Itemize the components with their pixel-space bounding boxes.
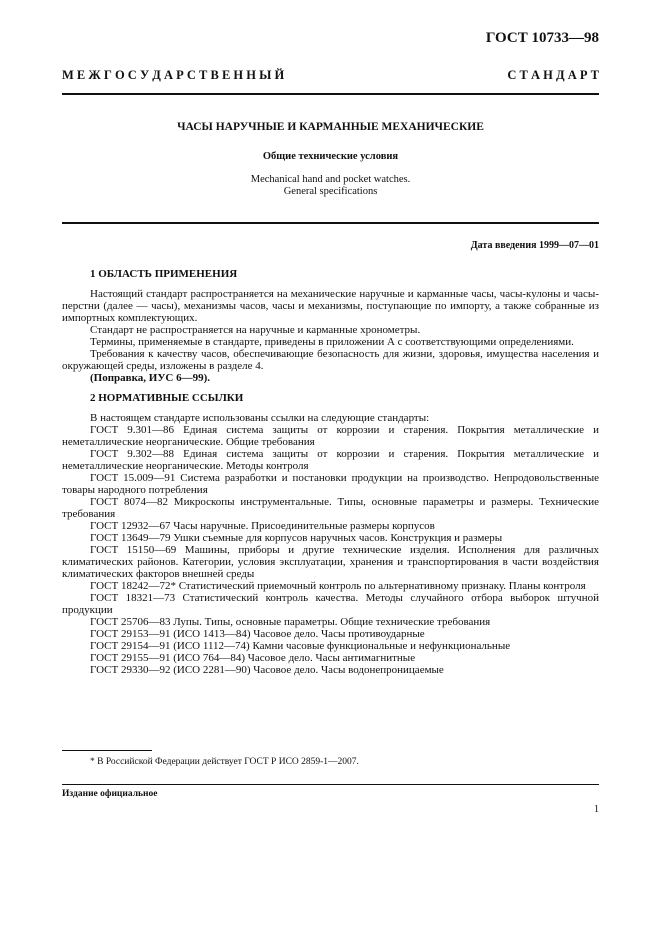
footnote: * В Российской Федерации действует ГОСТ Р ИСО 2859-1—2007. (90, 757, 359, 767)
english-title (62, 174, 599, 198)
footer-divider (62, 784, 599, 785)
header-divider (62, 93, 599, 95)
reference-item: ГОСТ 9.302—88 Единая система защиты от коррозии и старения. Покрытия металлические и неметаллические неорганические. Методы контроля (62, 448, 599, 472)
banner-word-interstate: М Е Ж Г О С У Д А Р С Т В Е Н Н Ы Й (62, 68, 285, 82)
reference-item: ГОСТ 25706—83 Лупы. Типы, основные параметры. Общие технические требования (90, 616, 491, 628)
document-title: ЧАСЫ НАРУЧНЫЕ И КАРМАННЫЕ МЕХАНИЧЕСКИЕ (177, 121, 484, 133)
reference-item: ГОСТ 18321—73 Статистический контроль качества. Методы случайного отбора выборок штучной продукции (62, 592, 599, 616)
section-1-heading: 1 ОБЛАСТЬ ПРИМЕНЕНИЯ (90, 268, 238, 280)
section-1-paragraph: Стандарт не распространяется на наручные и карманные хронометры. (90, 324, 421, 336)
reference-item: ГОСТ 12932—67 Часы наручные. Присоединительные размеры корпусов (90, 520, 435, 532)
amendment-note: (Поправка, ИУС 6—99). (90, 372, 211, 384)
reference-item: ГОСТ 8074—82 Микроскопы инструментальные. Типы, основные параметры и размеры. Технические требования (62, 496, 599, 520)
introduction-date: Дата введения 1999—07—01 (470, 240, 599, 251)
section-2-heading: 2 НОРМАТИВНЫЕ ССЫЛКИ (90, 392, 244, 404)
reference-item: ГОСТ 29155—91 (ИСО 764—84) Часовое дело. Часы антимагнитные (90, 652, 416, 664)
reference-item: ГОСТ 15150—69 Машины, приборы и другие технические изделия. Исполнения для различных климатических районов. Категории, условия эксплуатации, хранения и транспортирования в части воздействия климатических факторов внешней среды (62, 544, 599, 580)
document-subtitle: Общие технические условия (262, 151, 399, 162)
reference-item: ГОСТ 15.009—91 Система разработки и постановки продукции на производство. Непродовольственные товары народного потребления (62, 472, 599, 496)
english-title-main: Mechanical hand and pocket watches. (250, 174, 411, 185)
reference-item: ГОСТ 29330—92 (ИСО 2281—90) Часовое дело. Часы водонепроницаемые (90, 664, 444, 676)
section-2-intro: В настоящем стандарте использованы ссылки на следующие стандарты: (90, 412, 430, 424)
page-number: 1 (594, 804, 599, 815)
reference-item: ГОСТ 29154—91 (ИСО 1112—74) Камни часовые функциональные и нефункциональные (90, 640, 511, 652)
reference-item: ГОСТ 13649—79 Ушки съемные для корпусов наручных часов. Конструкция и размеры (90, 532, 503, 544)
reference-item: ГОСТ 18242—72* Статистический приемочный контроль по альтернативному признаку. Планы контроля (90, 580, 586, 592)
section-1-paragraph: Настоящий стандарт распространяется на механические наручные и карманные часы, часы-кулоны и часы-перстни (далее — часы), механизмы часов, часы и механизмы, поступающие по импорту, а также собранные из импортных комплектующих. (62, 288, 599, 324)
edition-label: Издание официальное (62, 789, 158, 799)
reference-item: ГОСТ 9.301—86 Единая система защиты от коррозии и старения. Покрытия металлические и неметаллические неорганические. Общие требования (62, 424, 599, 448)
reference-item: ГОСТ 29153—91 (ИСО 1413—84) Часовое дело. Часы противоударные (90, 628, 425, 640)
document-body (62, 268, 599, 676)
gost-number: ГОСТ 10733—98 (485, 30, 599, 46)
section-1-paragraph: Термины, применяемые в стандарте, приведены в приложении А с соответствующими определениями. (90, 336, 574, 348)
title-divider (62, 222, 599, 224)
footnote-divider (62, 750, 152, 751)
interstate-standard-banner (62, 68, 599, 83)
section-1-paragraph: Требования к качеству часов, обеспечивающие безопасность для жизни, здоровья, имущества населения и окружающей среды, изложены в разделе 4. (62, 348, 599, 372)
english-title-sub: General specifications (283, 186, 378, 197)
banner-word-standard: С Т А Н Д А Р Т (507, 68, 599, 82)
